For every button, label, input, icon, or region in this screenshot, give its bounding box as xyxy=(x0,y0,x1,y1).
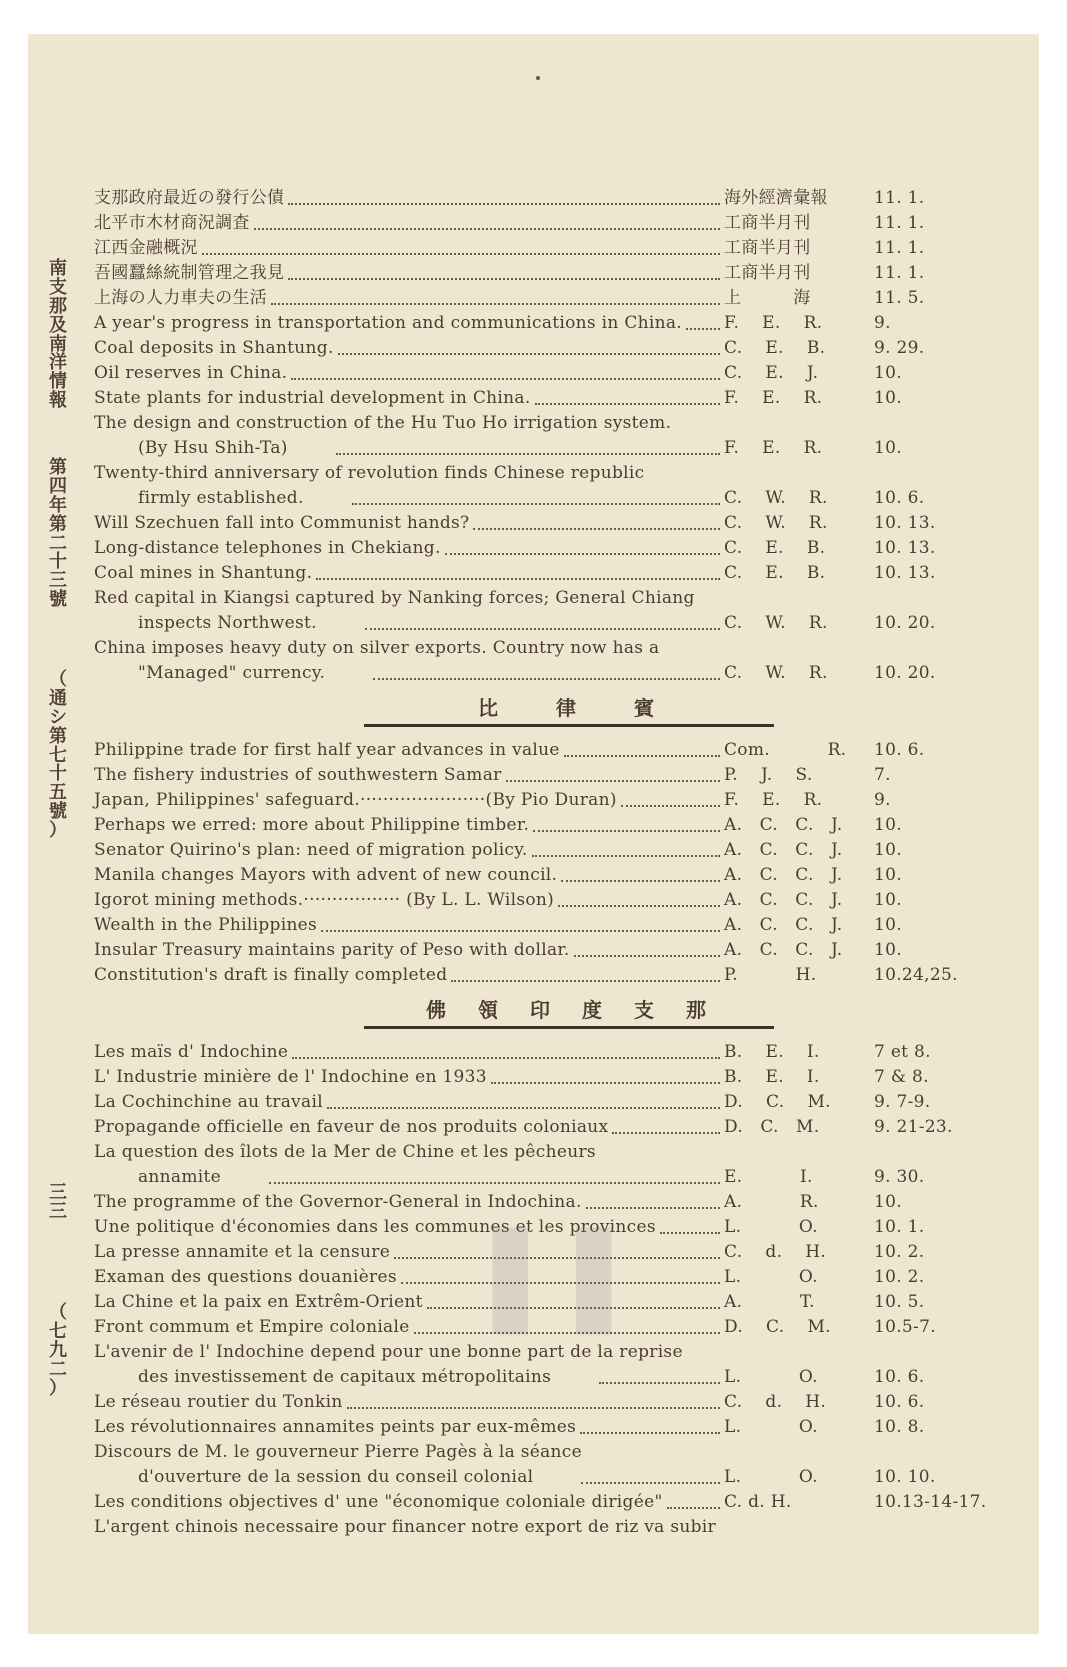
sidebar-char: シ xyxy=(49,706,67,728)
entry-title: Les maïs d' Indochine xyxy=(94,1042,289,1062)
entry-source: 工商半月刊 xyxy=(724,263,811,283)
entry-source: A. R. xyxy=(724,1192,819,1212)
entry-date: 10. 13. xyxy=(874,513,936,533)
entry-title: Wealth in the Philippines xyxy=(94,915,318,935)
leader-dots xyxy=(321,905,720,932)
leader-dots xyxy=(506,755,720,782)
entry-source: 海外經濟彙報 xyxy=(724,188,828,208)
leader-dots xyxy=(316,553,720,580)
entry-date: 10. 6. xyxy=(874,1367,925,1387)
entry-date: 9. 29. xyxy=(874,338,925,358)
entry-date: 10. 10. xyxy=(874,1467,936,1487)
entry-date: 10. xyxy=(874,363,902,383)
sidebar-char: 年 xyxy=(49,494,67,516)
list-item xyxy=(94,863,1019,888)
sidebar-char: 號 xyxy=(49,801,67,823)
sidebar-page-number xyxy=(38,1184,78,1222)
list-item xyxy=(94,561,1019,586)
entry-title: des investissement de capitaux métropolitains xyxy=(138,1367,552,1387)
entry-title: Une politique d'économies dans les communes et les provinces xyxy=(94,1217,656,1237)
entry-source: C. d. H. xyxy=(724,1242,827,1262)
entry-source: F. E. R. xyxy=(724,388,823,408)
entry-source: C. W. R. xyxy=(724,488,828,508)
sidebar-char: （ xyxy=(49,1302,67,1323)
sidebar-char: 洋 xyxy=(49,352,67,374)
document-page xyxy=(28,34,1039,1634)
entry-source: D. C. M. xyxy=(724,1317,831,1337)
leader-dots xyxy=(564,730,720,757)
leader-dots xyxy=(686,303,720,330)
entry-title: Red capital in Kiangsi captured by Nanking forces; General Chiang xyxy=(94,588,695,608)
entry-title: Perhaps we erred: more about Philippine timber. xyxy=(94,815,530,835)
sidebar-char: 及 xyxy=(49,314,67,336)
leader-dots xyxy=(621,780,720,807)
leader-dots xyxy=(532,830,720,857)
sidebar-char: 那 xyxy=(49,295,67,317)
sidebar-char: ） xyxy=(49,820,67,842)
entry-title: 支那政府最近の發行公債 xyxy=(94,188,285,208)
sidebar-char: 三 xyxy=(49,570,67,592)
entry-date: 9. xyxy=(874,790,891,810)
entry-title: Propagande officielle en faveur de nos produits coloniaux xyxy=(94,1117,609,1137)
entry-date: 10. xyxy=(874,940,902,960)
leader-dots xyxy=(533,805,720,832)
entry-source: A. C. C. J. xyxy=(724,840,843,860)
entry-date: 10. 6. xyxy=(874,740,925,760)
entry-date: 9. xyxy=(874,313,891,333)
list-item xyxy=(94,1490,1019,1515)
entry-title: Les révolutionnaires annamites peints par eux-mêmes xyxy=(94,1417,577,1437)
leader-dots xyxy=(269,1157,720,1184)
entry-date: 11. 1. xyxy=(874,263,925,283)
entry-date: 11. 1. xyxy=(874,188,925,208)
entry-date: 7 & 8. xyxy=(874,1067,929,1087)
entry-title: Discours de M. le gouverneur Pierre Pagès à la séance xyxy=(94,1442,582,1462)
entry-source: L. O. xyxy=(724,1467,818,1487)
entry-date: 10.13-14-17. xyxy=(874,1492,987,1512)
entry-source: 上 海 xyxy=(724,288,811,308)
entry-date: 10. xyxy=(874,915,902,935)
entry-source: A. C. C. J. xyxy=(724,940,843,960)
entry-title: Coal deposits in Shantung. xyxy=(94,338,334,358)
entry-continuation-line xyxy=(94,661,1019,686)
section-heading-rule xyxy=(364,724,774,727)
sidebar-char: 第 xyxy=(49,457,67,478)
entry-continuation-line xyxy=(94,436,1019,461)
entry-source: B. E. I. xyxy=(724,1042,820,1062)
leader-dots xyxy=(612,1107,720,1134)
entry-date: 10. xyxy=(874,438,902,458)
entry-title: The programme of the Governor-General in Indochina. xyxy=(94,1192,582,1212)
entry-title: Front commum et Empire coloniale xyxy=(94,1317,410,1337)
entry-title: Manila changes Mayors with advent of new council. xyxy=(94,865,558,885)
entry-title: (By Hsu Shih-Ta) xyxy=(138,438,288,458)
entry-source: L. O. xyxy=(724,1367,818,1387)
entry-date: 9. 21-23. xyxy=(874,1117,953,1137)
list-item xyxy=(94,763,1019,788)
entry-title: inspects Northwest. xyxy=(138,613,317,633)
entry-date: 10. 2. xyxy=(874,1267,925,1287)
entry-date: 10. 6. xyxy=(874,1392,925,1412)
list-item xyxy=(94,1515,1019,1540)
entry-title: L' Industrie minière de l' Indochine en 1933 xyxy=(94,1067,487,1087)
entry-date: 11. 1. xyxy=(874,238,925,258)
entry-source: Com. R. xyxy=(724,740,847,760)
entry-source: C. E. B. xyxy=(724,538,826,558)
entry-source: A. C. C. J. xyxy=(724,915,843,935)
entry-title: Le réseau routier du Tonkin xyxy=(94,1392,343,1412)
sidebar-char: ） xyxy=(49,1377,67,1399)
entry-title: firmly established. xyxy=(138,488,304,508)
entry-date: 9. 30. xyxy=(874,1167,925,1187)
entry-title: Coal mines in Shantung. xyxy=(94,563,313,583)
leader-dots xyxy=(373,653,720,680)
entry-title: Senator Quirino's plan: need of migration policy. xyxy=(94,840,528,860)
sidebar-char: 七 xyxy=(49,1320,67,1342)
leader-dots xyxy=(254,203,720,230)
entry-source: C. E. J. xyxy=(724,363,819,383)
sidebar-char: 四 xyxy=(49,475,67,497)
entry-title: A year's progress in transportation and communications in China. xyxy=(94,313,683,333)
leader-dots xyxy=(292,1032,720,1059)
entry-title: Igorot mining methods.················· (By L. L. Wilson) xyxy=(94,890,555,910)
sidebar-char: 七 xyxy=(49,744,67,766)
entry-source: A. T. xyxy=(724,1292,815,1312)
entry-title: Insular Treasury maintains parity of Peso with dollar. xyxy=(94,940,570,960)
library-watermark-stamp: ▐▐ xyxy=(458,1229,625,1334)
leader-dots xyxy=(338,328,720,355)
entry-date: 10. 2. xyxy=(874,1242,925,1262)
list-item xyxy=(94,838,1019,863)
sidebar-char: 二 xyxy=(49,532,67,554)
entry-title: L'avenir de l' Indochine depend pour une bonne part de la reprise xyxy=(94,1342,683,1362)
entry-continuation-line xyxy=(94,1465,1019,1490)
sidebar-char: 號 xyxy=(49,589,67,611)
leader-dots xyxy=(561,855,720,882)
entry-source: L. O. xyxy=(724,1417,818,1437)
list-item xyxy=(94,963,1019,988)
leader-dots xyxy=(451,955,720,982)
entry-source: C. d. H. xyxy=(724,1492,792,1512)
leader-dots xyxy=(288,178,720,205)
leader-dots xyxy=(271,278,720,305)
entry-source: F. E. R. xyxy=(724,438,823,458)
entry-source: D. C. M. xyxy=(724,1092,831,1112)
sidebar-char: 十 xyxy=(49,551,67,573)
entry-date: 10. 20. xyxy=(874,613,936,633)
leader-dots xyxy=(202,228,720,255)
sidebar-char: 九 xyxy=(49,1339,67,1361)
entry-title: Japan, Philippines' safeguard.······················(By Pio Duran) xyxy=(94,790,617,810)
list-item xyxy=(94,1090,1019,1115)
leader-dots xyxy=(288,253,720,280)
sidebar-char: 情 xyxy=(49,371,67,393)
entry-date: 10. 5. xyxy=(874,1292,925,1312)
leader-dots xyxy=(667,1482,720,1509)
entry-source: C. W. R. xyxy=(724,513,828,533)
entry-date: 10. 13. xyxy=(874,538,936,558)
sidebar-char: 十 xyxy=(49,763,67,785)
sidebar-char: 通 xyxy=(49,687,67,709)
entry-date: 10. xyxy=(874,865,902,885)
leader-dots xyxy=(473,503,720,530)
entry-date: 10. xyxy=(874,890,902,910)
entry-source: P. H. xyxy=(724,965,817,985)
entry-date: 10. 13. xyxy=(874,563,936,583)
entry-source: A. C. C. J. xyxy=(724,815,843,835)
leader-dots xyxy=(352,478,720,505)
entry-source: L. O. xyxy=(724,1217,818,1237)
section-heading-text: 比 律 賓 xyxy=(478,696,660,720)
entry-date: 10. xyxy=(874,815,902,835)
entry-source: A. C. C. J. xyxy=(724,865,843,885)
entry-title: The fishery industries of southwestern Samar xyxy=(94,765,502,785)
sidebar-char: 三 xyxy=(49,1200,67,1222)
sidebar-char: 第 xyxy=(49,513,67,535)
entry-title: 江西金融概況 xyxy=(94,238,198,258)
entry-date: 10. 1. xyxy=(874,1217,925,1237)
sidebar-char: 南 xyxy=(49,258,67,279)
entry-title: La question des îlots de la Mer de Chine et les pêcheurs xyxy=(94,1142,596,1162)
entry-source: F. E. R. xyxy=(724,790,823,810)
entry-source: F. E. R. xyxy=(724,313,823,333)
leader-dots xyxy=(291,353,720,380)
entry-date: 11. 5. xyxy=(874,288,925,308)
sidebar-journal-title xyxy=(38,260,78,411)
entry-source: C. W. R. xyxy=(724,663,828,683)
sidebar-char: 支 xyxy=(49,276,67,298)
entry-title: Examan des questions douanières xyxy=(94,1267,397,1287)
sidebar-issue-number xyxy=(38,459,78,610)
entry-title: Constitution's draft is finally completed xyxy=(94,965,448,985)
entry-date: 11. 1. xyxy=(874,213,925,233)
entry-title: China imposes heavy duty on silver exports. Country now has a xyxy=(94,638,660,658)
entry-date: 7. xyxy=(874,765,891,785)
entry-title: Long-distance telephones in Chekiang. xyxy=(94,538,441,558)
sidebar-page-number-paren xyxy=(38,1304,78,1398)
entry-title: Twenty-third anniversary of revolution finds Chinese republic xyxy=(94,463,645,483)
entry-title: annamite xyxy=(138,1167,222,1187)
list-item xyxy=(94,1115,1019,1140)
entry-title: 吾國蠶絲統制管理之我見 xyxy=(94,263,285,283)
sidebar-char: 三 xyxy=(49,1182,67,1203)
entry-title: La Cochinchine au travail xyxy=(94,1092,323,1112)
leader-dots xyxy=(574,930,720,957)
entry-title: L'argent chinois necessaire pour financer notre export de riz va subir xyxy=(94,1517,716,1537)
section-heading-text: 佛 領 印 度 支 那 xyxy=(426,998,712,1022)
entry-date: 10. xyxy=(874,388,902,408)
entry-date: 10.5-7. xyxy=(874,1317,936,1337)
entry-date: 9. 7-9. xyxy=(874,1092,931,1112)
entry-title: "Managed" currency. xyxy=(138,663,326,683)
entry-date: 10. 6. xyxy=(874,488,925,508)
entry-date: 10. xyxy=(874,1192,902,1212)
entry-title: La presse annamite et la censure xyxy=(94,1242,391,1262)
sidebar-char: 南 xyxy=(49,333,67,355)
leader-dots xyxy=(580,1407,720,1434)
entry-date: 10. xyxy=(874,840,902,860)
entry-continuation-line xyxy=(94,1165,1019,1190)
entry-date: 10. 8. xyxy=(874,1417,925,1437)
leader-dots xyxy=(535,378,720,405)
sidebar-serial-number xyxy=(38,671,78,841)
leader-dots xyxy=(327,1082,720,1109)
sidebar-char: 五 xyxy=(49,782,67,804)
entry-title: The design and construction of the Hu Tuo Ho irrigation system. xyxy=(94,413,672,433)
leader-dots xyxy=(586,1182,720,1209)
entry-date: 7 et 8. xyxy=(874,1042,931,1062)
entry-source: C. E. B. xyxy=(724,563,826,583)
entry-source: C. W. R. xyxy=(724,613,828,633)
entry-title: 上海の人力車夫の生活 xyxy=(94,288,267,308)
list-item xyxy=(94,1190,1019,1215)
leader-dots xyxy=(558,880,720,907)
entry-source: 工商半月刊 xyxy=(724,238,811,258)
leader-dots xyxy=(491,1057,720,1084)
sidebar-char: （ xyxy=(49,669,67,690)
leader-dots xyxy=(445,528,720,555)
entry-source: 工商半月刊 xyxy=(724,213,811,233)
sidebar-char: 報 xyxy=(49,390,67,412)
entry-continuation-line xyxy=(94,611,1019,636)
entry-title: 北平市木材商況調査 xyxy=(94,213,250,233)
section-heading-rule xyxy=(364,1026,774,1029)
sidebar-char: 第 xyxy=(49,725,67,747)
list-item xyxy=(94,1390,1019,1415)
entry-title: State plants for industrial development in China. xyxy=(94,388,531,408)
entry-source: C. d. H. xyxy=(724,1392,827,1412)
leader-dots xyxy=(581,1457,720,1484)
dust-speck xyxy=(536,76,540,80)
entry-source: D. C. M. xyxy=(724,1117,820,1137)
entry-title: Oil reserves in China. xyxy=(94,363,288,383)
section-heading xyxy=(94,686,1019,738)
entry-source: E. I. xyxy=(724,1167,813,1187)
sidebar-char: 二 xyxy=(49,1358,67,1380)
entry-source: L. O. xyxy=(724,1267,818,1287)
entry-date: 10. 20. xyxy=(874,663,936,683)
entry-source: C. E. B. xyxy=(724,338,826,358)
entry-source: B. E. I. xyxy=(724,1067,820,1087)
entry-title: d'ouverture de la session du conseil colonial xyxy=(138,1467,534,1487)
entry-source: A. C. C. J. xyxy=(724,890,843,910)
entry-title: Les conditions objectives d' une "économique coloniale dirigée" xyxy=(94,1492,663,1512)
entry-title: Will Szechuen fall into Communist hands? xyxy=(94,513,470,533)
entry-title: La Chine et la paix en Extrêm-Orient xyxy=(94,1292,423,1312)
entry-source: P. J. S. xyxy=(724,765,813,785)
entry-date: 10.24,25. xyxy=(874,965,958,985)
entry-title: Philippine trade for first half year advances in value xyxy=(94,740,560,760)
list-item xyxy=(94,386,1019,411)
list-item xyxy=(94,1440,1019,1465)
list-item xyxy=(94,1415,1019,1440)
list-item xyxy=(94,913,1019,938)
leader-dots xyxy=(336,428,720,455)
list-item xyxy=(94,286,1019,311)
leader-dots xyxy=(365,603,720,630)
